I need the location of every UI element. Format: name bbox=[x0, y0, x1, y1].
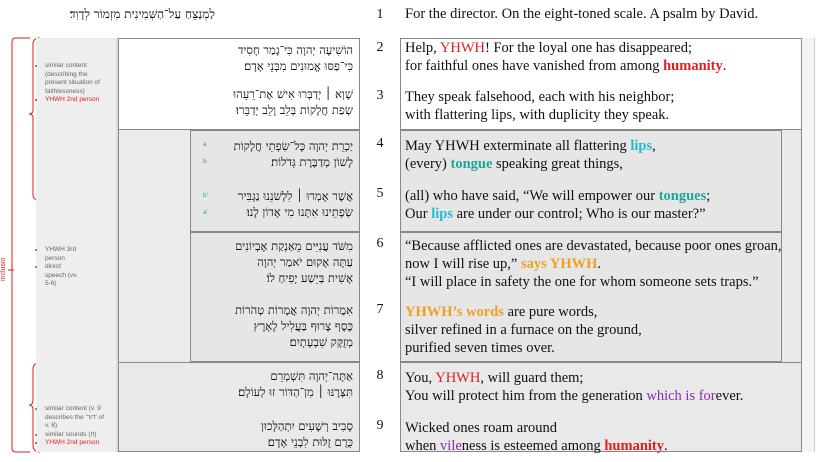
hebrew-v2-line1: הוֹשִׁיעָה יְהוָה כִּי־גָמַר חָסִיד bbox=[237, 43, 353, 57]
chiasm-label-b-prime: b' bbox=[203, 192, 208, 199]
hebrew-v6-line2: עַתָּה אָקוּם יֹאמַר יְהוָה bbox=[257, 255, 353, 269]
english-panel-edge bbox=[802, 38, 815, 452]
verse-number-6: 6 bbox=[376, 236, 384, 251]
note-item: • similar sounds (זו) bbox=[45, 431, 110, 440]
hebrew-v4-line1: יַכְרֵת יְהוָה כָּל־שִׂפְתֵי חֲלָקוֹת bbox=[233, 139, 353, 153]
hebrew-v3-line1: שָׁוְא ׀ יְדַבְּרוּ אִישׁ אֶת־רֵעֵהוּ bbox=[233, 87, 353, 101]
verse-number-5: 5 bbox=[376, 186, 384, 201]
verse-number-3: 3 bbox=[376, 88, 384, 103]
inclusio-label: inclusio bbox=[0, 257, 7, 281]
hebrew-v5-line2: שְׂפָתֵינוּ אִתָּנוּ מִי אָדוֹן לָנוּ׃ bbox=[246, 205, 353, 219]
hebrew-v7-line2: כֶּסֶף צָרוּף בַּעֲלִיל לָאָרֶץ bbox=[253, 319, 353, 333]
verse-5-line1: (all) who have said, “We will empower our tongues; bbox=[405, 188, 711, 204]
hebrew-v6-line1: מִשֹּׁד עֲנִיִּים מֵאַנְקַת אֶבְיוֹנִים bbox=[235, 239, 353, 253]
verse-4-line2: (every) tongue speaking great things, bbox=[405, 156, 623, 172]
chiasm-label-b: b bbox=[203, 158, 207, 165]
verse-number-1: 1 bbox=[376, 7, 384, 22]
verse-number-4: 4 bbox=[376, 136, 384, 151]
hebrew-v3-line2: שְׂפַת חֲלָקוֹת בְּלֵב וָלֵב יְדַבֵּרוּ׃ bbox=[235, 103, 353, 117]
verse-4-line1: May YHWH exterminate all flattering lips, bbox=[405, 138, 656, 154]
note-item: • YHWH 2nd person bbox=[45, 96, 110, 105]
verse-2-line1: Help, YHWH! For the loyal one has disappeared; bbox=[405, 40, 692, 56]
verse-7-line3: purified seven times over. bbox=[405, 340, 555, 356]
hebrew-v4-line2: לָשׁוֹן מְדַבֶּרֶת גְּדֹלוֹת׃ bbox=[271, 155, 353, 169]
note-item: • direct speech (vv. 5-6) bbox=[45, 263, 78, 289]
chiasm-label-a-prime: a' bbox=[203, 209, 208, 216]
verse-2-line2: for faithful ones have vanished from among humanity. bbox=[405, 58, 727, 74]
hebrew-v6-line3: אָשִׁית בְּיֵשַׁע יָפִיחַ לוֹ׃ bbox=[266, 271, 353, 285]
hebrew-v7-line3: מְזֻקָּק שִׁבְעָתָיִם׃ bbox=[289, 335, 353, 349]
header-english: For the director. On the eight-toned scale. A psalm by David. bbox=[405, 6, 759, 22]
verse-6-line3: “I will place in safety the one for whom someone sets traps.” bbox=[405, 274, 759, 290]
verse-number-7: 7 bbox=[376, 302, 384, 317]
verse-9-line2: when vileness is esteemed among humanity. bbox=[405, 438, 668, 454]
verse-5-line2: Our lips are under our control; Who is our master?” bbox=[405, 206, 706, 222]
verse-7-line2: silver refined in a furnace on the ground, bbox=[405, 322, 642, 338]
verse-7-line1: YHWH’s words are pure words, bbox=[405, 304, 598, 320]
hebrew-v9-line1: סָבִיב רְשָׁעִים יִתְהַלָּכוּן bbox=[261, 419, 353, 433]
verse-3-line1: They speak falsehood, each with his neighbor; bbox=[405, 89, 675, 105]
note-item: • similar content (describing the present situation of faithlessness) bbox=[45, 62, 110, 96]
header-hebrew: לַמְנַצֵּחַ עַל־הַשְּׁמִינִית מִזְמוֹר לְדָוִד׃ bbox=[69, 7, 215, 21]
verse-6-line1: “Because afflicted ones are devastated, because poor ones groan, bbox=[405, 238, 782, 254]
note-item: • YHWH 3rd person bbox=[45, 246, 78, 263]
hebrew-v5-line1: אֲשֶׁר אָמְרוּ ׀ לִלְשֹׁנֵנוּ נַגְבִּיר bbox=[237, 189, 353, 203]
verse-8-line2: You will protect him from the generation which is forever. bbox=[405, 388, 744, 404]
verse-6-line2: now I will rise up,” says YHWH. bbox=[405, 256, 602, 272]
verse-number-9: 9 bbox=[376, 418, 384, 433]
notes-group-2a bbox=[38, 246, 78, 289]
hebrew-v8-line1: אַתָּה־יְהוָה תִּשְׁמְרֵם bbox=[270, 369, 353, 383]
note-item: • similar content (v. 9 describes the 'דור' of v. 8) bbox=[45, 405, 110, 431]
hebrew-v7-line1: אִמֲרוֹת יְהוָה אֲמָרוֹת טְהֹרוֹת bbox=[235, 303, 353, 317]
notes-group-1 bbox=[38, 62, 110, 105]
verse-number-2: 2 bbox=[376, 40, 384, 55]
hebrew-v2-line2: כִּי־פַסּוּ אֱמוּנִים מִבְּנֵי אָדָם׃ bbox=[244, 59, 353, 73]
hebrew-v9-line2: כֻּרֻם זֻלּוּת לִבְנֵי אָדָם׃ bbox=[267, 435, 353, 449]
verse-number-8: 8 bbox=[376, 368, 384, 383]
hebrew-v8-line2: תִּצְּרֶנּוּ ׀ מִן־הַדּוֹר זוּ לְעוֹלָם׃ bbox=[238, 385, 353, 399]
note-item: • YHWH 2nd person bbox=[45, 439, 110, 448]
verse-8-line1: You, YHWH, will guard them; bbox=[405, 370, 584, 386]
verse-3-line2: with flattering lips, with duplicity they speak. bbox=[405, 107, 670, 123]
verse-9-line1: Wicked ones roam around bbox=[405, 420, 558, 436]
chiasm-label-a: a bbox=[203, 141, 207, 148]
notes-group-3 bbox=[38, 405, 110, 448]
